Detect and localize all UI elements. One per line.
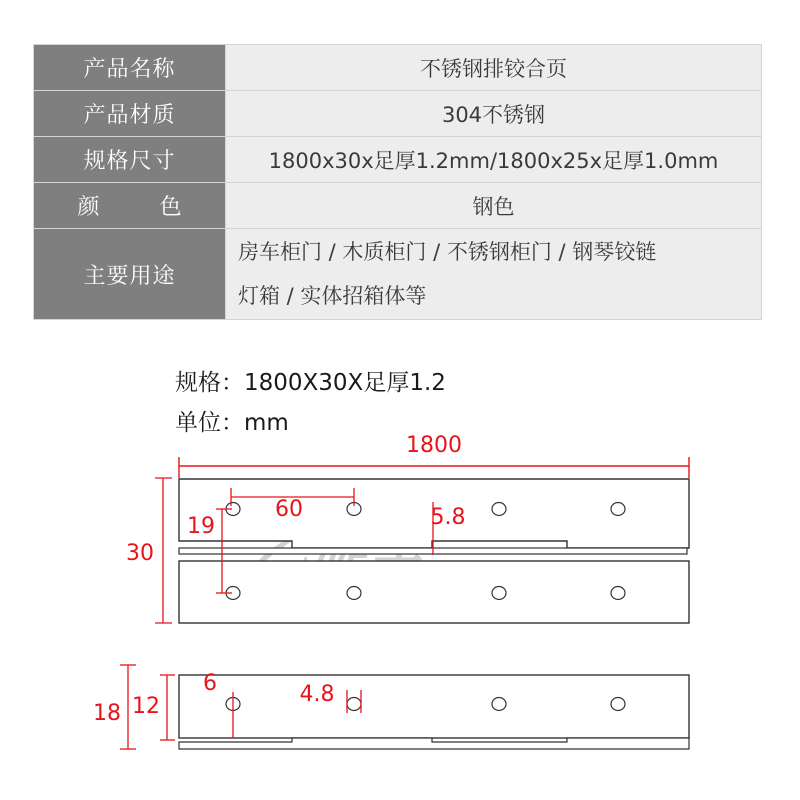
hole-bottom-3: [492, 587, 506, 600]
spec-value-color: 钢色: [226, 183, 762, 229]
side-edge-label: 6: [203, 671, 217, 696]
spec-label-color-b: 色: [159, 195, 182, 220]
hole-edge-label: 19: [187, 514, 215, 539]
hole-bottom-4: [611, 587, 625, 600]
spec-value-usage-line1: 房车柜门 / 木质柜门 / 不锈钢柜门 / 钢琴铰链: [238, 240, 657, 264]
length-label: 1800: [406, 433, 462, 458]
side-hole-4: [611, 698, 625, 711]
hole-spacing-label: 60: [275, 497, 303, 522]
unit-caption: 单位：mm: [175, 410, 289, 436]
spec-value-name: 不锈钢排铰合页: [226, 45, 762, 91]
hole-bottom-2: [347, 587, 361, 600]
hole-top-3: [492, 503, 506, 516]
spec-label-color-a: 颜: [77, 195, 100, 220]
spec-label-size: 规格尺寸: [34, 137, 226, 183]
height-label: 30: [126, 541, 154, 566]
side-mid-label: 12: [132, 694, 160, 719]
hole-top-4: [611, 503, 625, 516]
side-hole-2: [347, 698, 361, 711]
spec-label-name: 产品名称: [34, 45, 226, 91]
side-total-label: 18: [93, 701, 121, 726]
side-hole-3: [492, 698, 506, 711]
side-hole-label: 4.8: [299, 682, 335, 707]
side-view-knuckle: [179, 738, 689, 749]
spec-value-material: 304不锈钢: [226, 91, 762, 137]
hole-diameter-label: 5.8: [430, 505, 466, 530]
spec-label-material: 产品材质: [34, 91, 226, 137]
spec-caption: 规格：1800X30X足厚1.2: [175, 370, 446, 396]
spec-value-size: 1800x30x足厚1.2mm/1800x25x足厚1.0mm: [226, 137, 762, 183]
spec-value-usage-line2: 灯箱 / 实体招箱体等: [238, 284, 427, 308]
spec-label-usage: 主要用途: [34, 229, 226, 320]
